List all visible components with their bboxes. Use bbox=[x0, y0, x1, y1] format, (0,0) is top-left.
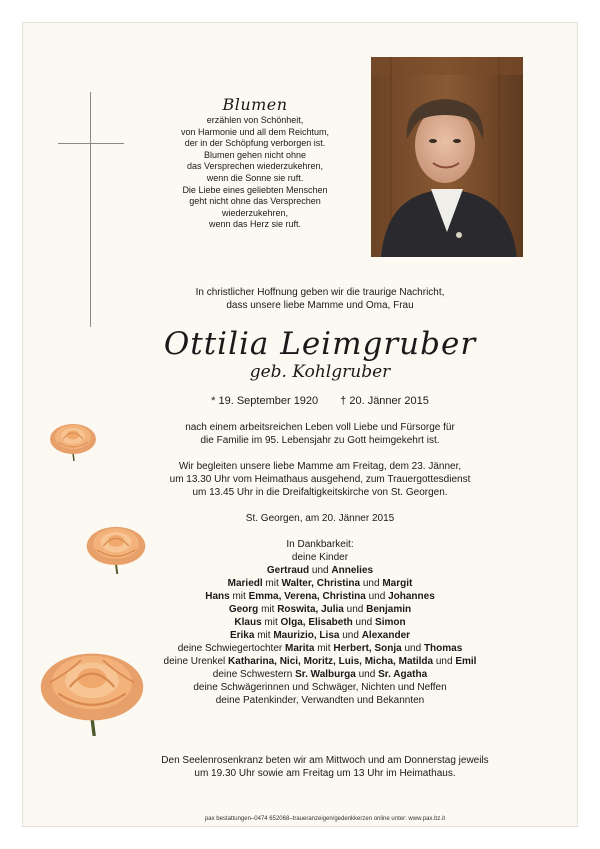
poem-line: das Versprechen wiederzukehren, bbox=[186, 161, 324, 172]
cross-horizontal-bar bbox=[58, 143, 124, 144]
family-row: Erika mit Maurizio, Lisa und Alexander bbox=[229, 630, 411, 641]
rosary-line: Den Seelenrosenkranz beten wir am Mittwoch und am Donnerstag jeweils bbox=[161, 755, 489, 766]
funeral-line: um 13.45 Uhr in die Dreifaltigkeitskirche von St. Georgen. bbox=[192, 487, 448, 498]
maiden-name: geb. Kohlgruber bbox=[249, 362, 391, 382]
poem-line: wenn das Herz sie ruft. bbox=[208, 219, 302, 230]
family-row: deine Schwägerinnen und Schwäger, Nichten und Neffen bbox=[193, 682, 447, 693]
life-paragraph bbox=[140, 421, 500, 447]
family-row: deine Schwiegertochter Marita mit Herbert, Sonja und Thomas bbox=[177, 643, 463, 654]
rose-small-icon bbox=[48, 417, 98, 466]
family-row: Gertraud und Annelies bbox=[266, 565, 374, 576]
family-row: Georg mit Roswita, Julia und Benjamin bbox=[228, 604, 412, 615]
rosary-notice bbox=[140, 754, 510, 780]
announcement-line: dass unsere liebe Mamme und Oma, Frau bbox=[226, 300, 414, 311]
life-dates bbox=[140, 394, 500, 408]
thanks-list bbox=[140, 538, 500, 707]
thanks-heading: In Dankbarkeit: bbox=[286, 539, 354, 550]
family-row: deine Urenkel Katharina, Nici, Moritz, Luis, Micha, Matilda und Emil bbox=[163, 656, 477, 667]
poem-line: der in der Schöpfung verborgen ist. bbox=[184, 138, 326, 149]
rosary-line: um 19.30 Uhr sowie am Freitag um 13 Uhr im Heimathaus. bbox=[194, 768, 456, 779]
portrait-photo bbox=[371, 57, 523, 257]
rose-large-icon bbox=[36, 638, 148, 741]
poem-line: Blumen gehen nicht ohne bbox=[203, 149, 307, 160]
poem-line: wiederzukehren, bbox=[221, 207, 289, 218]
family-row: Klaus mit Olga, Elisabeth und Simon bbox=[234, 617, 406, 628]
family-row: Hans mit Emma, Verena, Christina und Johannes bbox=[205, 591, 435, 602]
poem-line: wenn die Sonne sie ruft. bbox=[206, 172, 304, 183]
announcement-line: In christlicher Hoffnung geben wir die traurige Nachricht, bbox=[195, 287, 445, 298]
poem-line: geht nicht ohne das Versprechen bbox=[189, 196, 321, 207]
funeral-line: um 13.30 Uhr vom Heimathaus ausgehend, zum Trauergottesdienst bbox=[169, 474, 471, 485]
life-line: nach einem arbeitsreichen Leben voll Liebe und Fürsorge für bbox=[185, 422, 455, 433]
poem-title: Blumen bbox=[222, 95, 288, 114]
deceased-name: Ottilia Leimgruber bbox=[163, 326, 477, 362]
cross-vertical-bar bbox=[90, 92, 91, 327]
poem-line: erzählen von Schönheit, bbox=[206, 115, 304, 125]
place-date: St. Georgen, am 20. Jänner 2015 bbox=[245, 513, 395, 524]
poem-line: von Harmonie und all dem Reichtum, bbox=[180, 126, 330, 137]
poem bbox=[150, 96, 360, 231]
family-row: deine Schwestern Sr. Walburga und Sr. Agatha bbox=[212, 669, 428, 680]
main-text bbox=[140, 286, 500, 707]
birth-date: * 19. September 1920 bbox=[211, 395, 319, 407]
funeral-line: Wir begleiten unsere liebe Mamme am Freitag, dem 23. Jänner, bbox=[178, 461, 462, 472]
death-date: † 20. Jänner 2015 bbox=[340, 395, 429, 407]
funeral-paragraph bbox=[140, 460, 500, 499]
footer-credit: pax bestattungen–0474 652068–traueranzeigen/gedenkkerzen online unter: www.pax.bz.it bbox=[204, 816, 446, 822]
poem-line: Die Liebe eines geliebten Menschen bbox=[182, 184, 328, 195]
rose-medium-icon bbox=[84, 518, 148, 579]
family-row: deine Patenkinder, Verwandten und Bekannten bbox=[215, 695, 425, 706]
life-line: die Familie im 95. Lebensjahr zu Gott heimgekehrt ist. bbox=[200, 435, 440, 446]
thanks-kinder: deine Kinder bbox=[291, 552, 349, 563]
family-row: Mariedl mit Walter, Christina und Margit bbox=[227, 578, 413, 589]
